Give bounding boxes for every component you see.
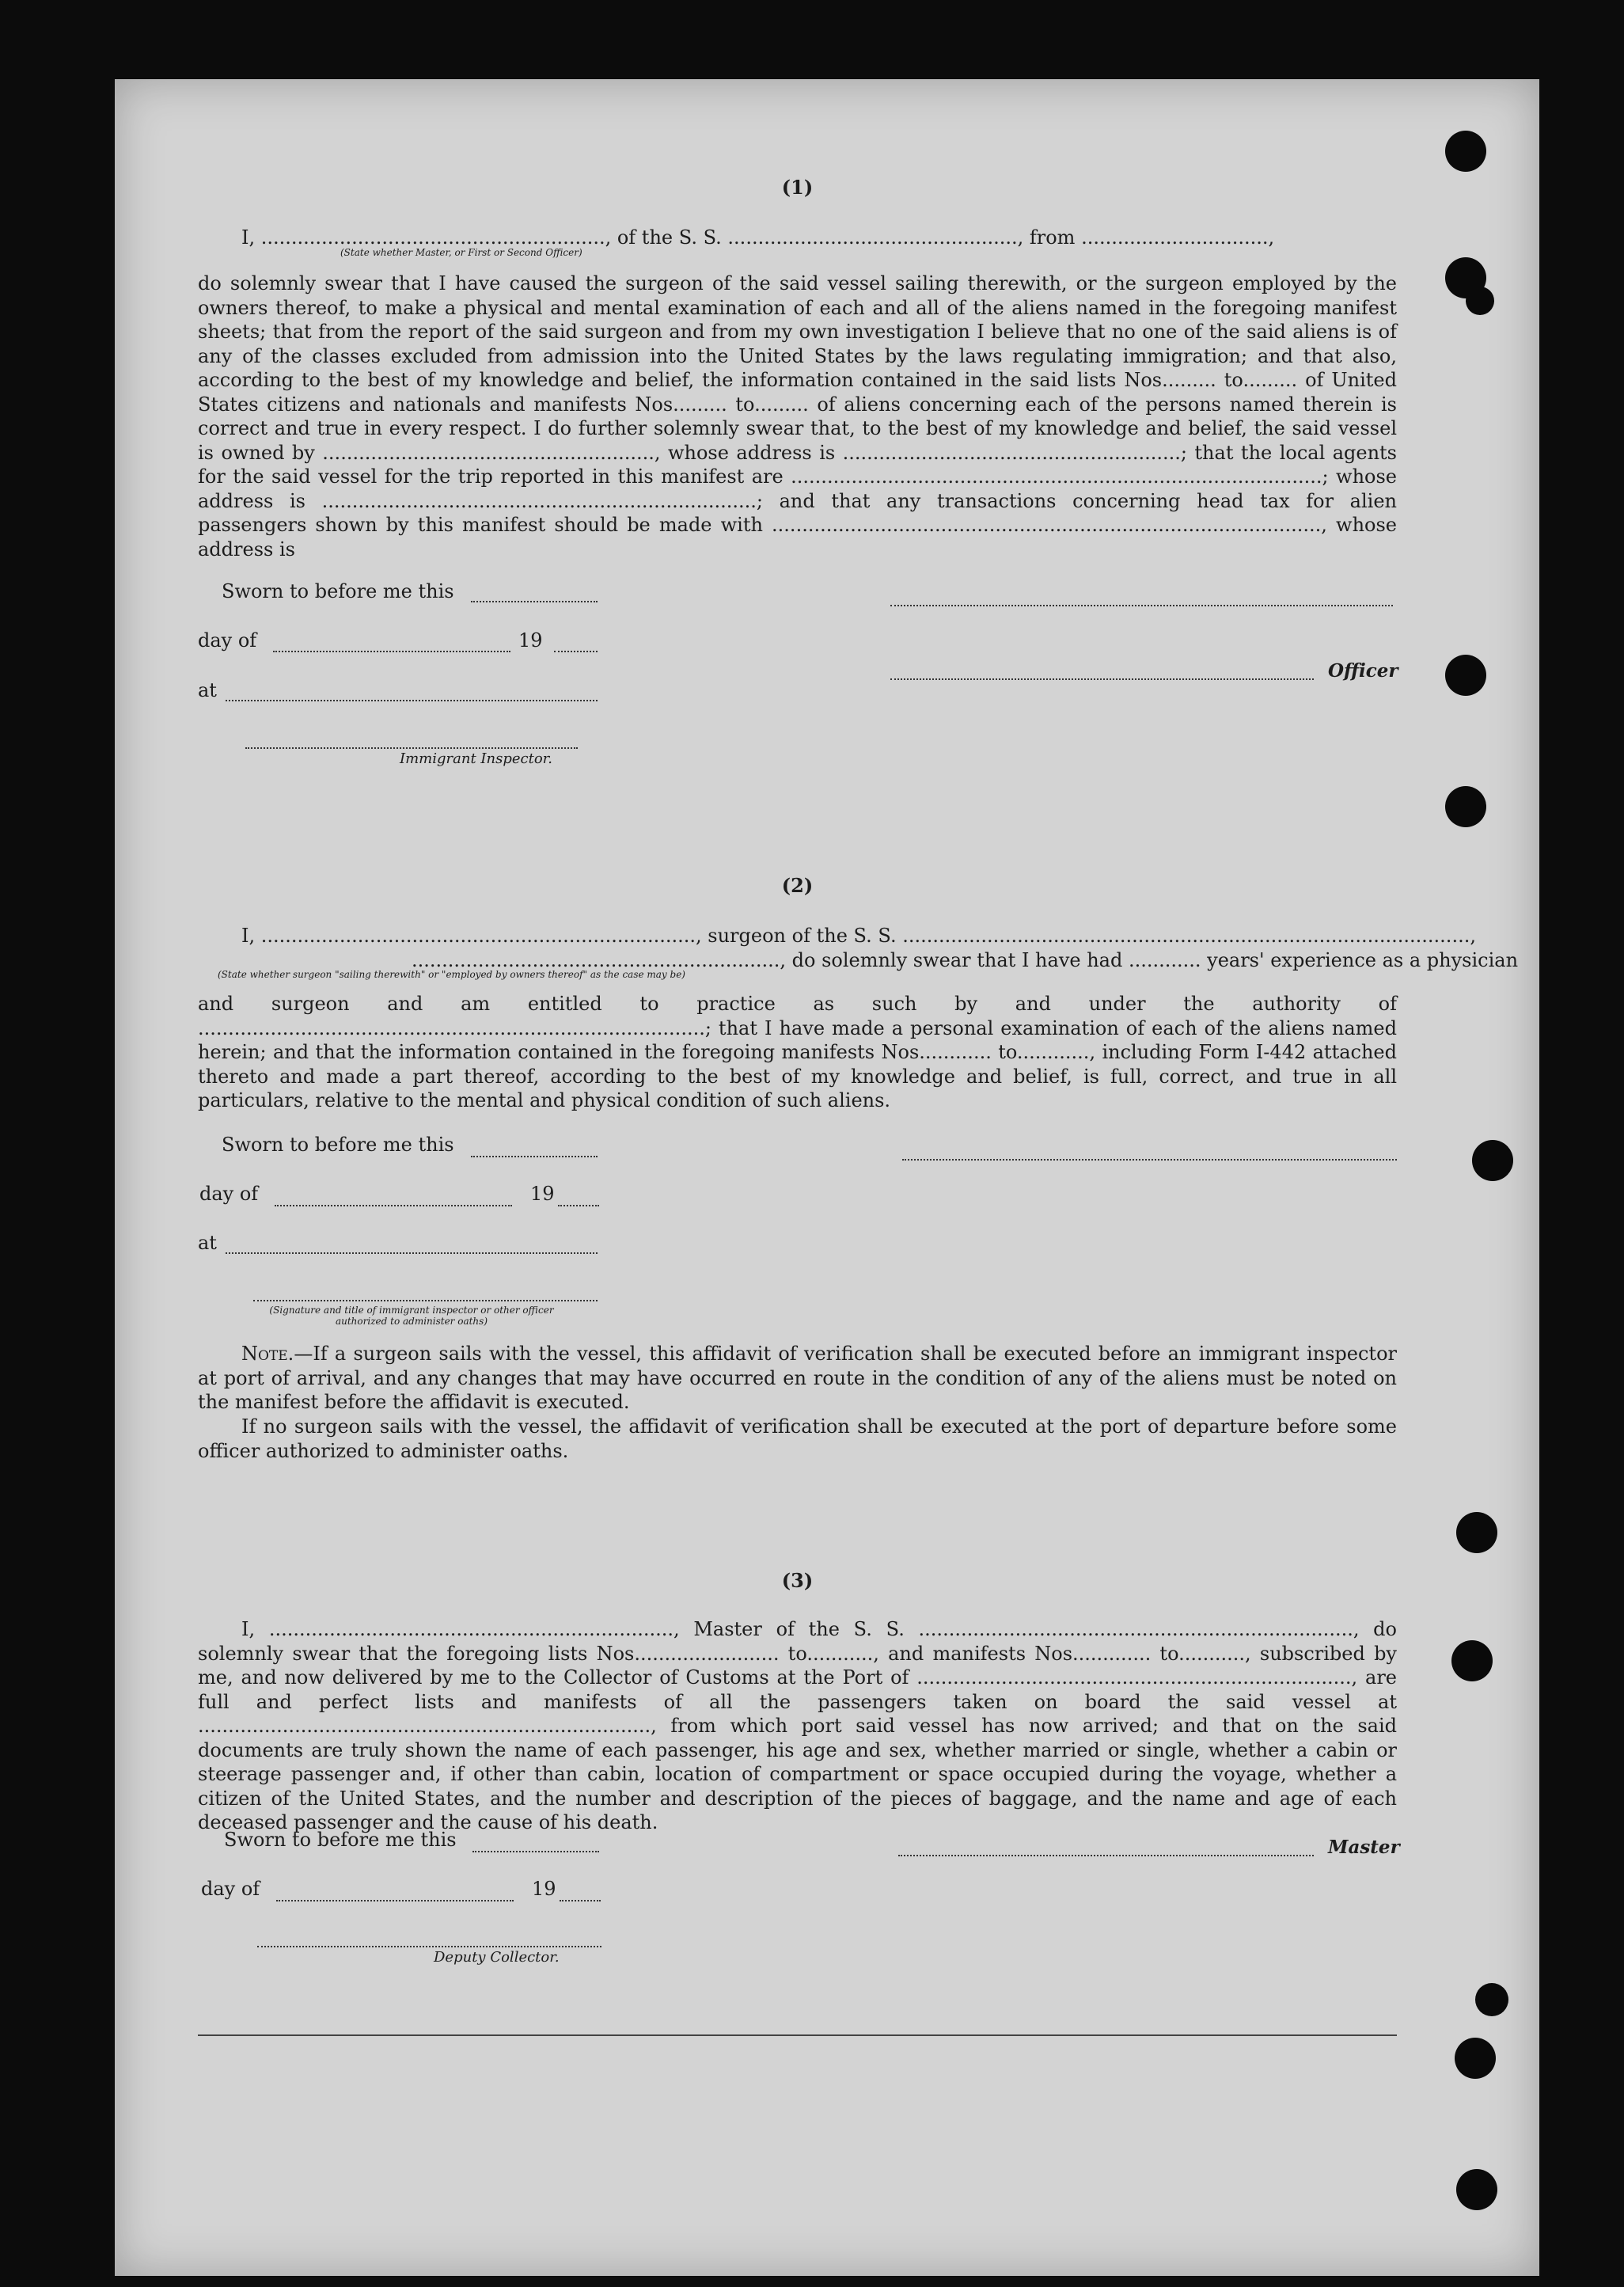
section-1-oath-text: do solemnly swear that I have caused the surgeon of the said vessel sailing therewith, or the surgeon employed by the owners thereof, to make a physical and mental examination of each and all of the aliens named in the foregoing manifest sheets; that from the report of the said surgeon and from my own investigation I believe that no one of the said aliens is of any of the classes excluded from admission into the United States by the laws regulating immigration; and that also, according to the best of my knowledge and belief, the information contained in the said lists Nos......... to......... of United States citizens and nationals and manifests Nos......... to......... of aliens concerning each of the persons named therein is correct and true in every respect. I do further solemnly swear that, to the best of my knowledge and belief, the said vessel is owned by ......................................................., whose address is ........................................................; that the local agents for the said vessel for the trip reported in this manifest are ........................................................................................; whose address is ........................................................................; and that any transactions concerning head tax for alien passengers shown by this manifest should be made with ..........................................................................................., whose address is	[198, 272, 1397, 560]
note-label: Note.	[241, 1343, 294, 1365]
note-paragraph	[198, 1342, 1397, 1415]
bottom-rule	[198, 2034, 1397, 2036]
place-line	[226, 698, 598, 701]
month-line	[273, 649, 510, 652]
day-of-label: day of	[199, 1183, 259, 1205]
signature-caption: (Signature and title of immigrant inspector or other officer authorized to administer oaths)	[269, 1305, 554, 1327]
note-text: —If a surgeon sails with the vessel, this affidavit of verification shall be executed before an immigrant inspector at port of arrival, and any changes that may have occurred en route in the condition of any of the aliens must be noted on the manifest before the affidavit is executed.	[198, 1343, 1397, 1413]
section-2-number: (2)	[781, 874, 814, 897]
at-label: at	[198, 679, 217, 701]
sworn-date-line	[472, 1849, 599, 1852]
officer-caption: Officer	[1328, 660, 1398, 682]
inspector-signature-line	[245, 746, 578, 749]
punch-hole	[1456, 2169, 1497, 2210]
section-1-first-line: I, ........................................................., of the S. S. ................................................, from ...............................,	[241, 226, 1275, 249]
punch-hole	[1445, 786, 1486, 827]
inspector-caption: Immigrant Inspector.	[400, 750, 553, 767]
day-of-label: day of	[201, 1878, 260, 1900]
year-label: 19	[518, 629, 543, 652]
collector-signature-line	[257, 1944, 601, 1947]
section-2-second-line: ............................................................., do solemnly swear that I have had ............ years' experience as a physician	[412, 949, 1519, 971]
officer-rank-note: (State whether Master, or First or Second Officer)	[340, 247, 582, 258]
punch-hole	[1451, 1640, 1493, 1681]
punch-hole	[1466, 287, 1494, 315]
year-line	[554, 649, 598, 652]
punch-hole	[1475, 1983, 1508, 2016]
officer-signature-line-top	[890, 603, 1393, 606]
surgeon-signature-line	[902, 1157, 1397, 1161]
punch-hole	[1445, 131, 1486, 172]
master-signature-line	[898, 1853, 1314, 1856]
section-3-number: (3)	[781, 1569, 814, 1592]
day-of-label: day of	[198, 629, 257, 652]
month-line	[276, 1898, 514, 1901]
officer-signature-line	[890, 677, 1314, 680]
inspector-signature-line	[253, 1298, 598, 1301]
punch-hole	[1455, 2038, 1496, 2079]
sworn-label: Sworn to before me this	[222, 580, 454, 602]
year-label: 19	[530, 1183, 555, 1205]
punch-hole	[1472, 1140, 1513, 1181]
section-2-oath-text: and surgeon and am entitled to practice as such by and under the authority of ....................................................................................; that I have made a personal examination of each of the aliens named herein; and that the information contained in the foregoing manifests Nos............ to............, including Form I-442 attached thereto and made a part thereof, according to the best of my knowledge and belief, is full, correct, and true in all particulars, relative to the mental and physical condition of such aliens.	[198, 993, 1397, 1111]
sworn-label: Sworn to before me this	[222, 1134, 454, 1156]
punch-hole	[1445, 655, 1486, 696]
section-1-number: (1)	[781, 176, 814, 199]
year-line	[560, 1898, 601, 1901]
master-caption: Master	[1328, 1837, 1400, 1858]
punch-hole	[1456, 1512, 1497, 1553]
section-3-oath-text: I, ..................................................................., Master of the S. S. ........................................................................, do solemnly swear that the foregoing lists Nos........................ to..........., and manifests Nos............. to..........., subscribed by me, and now delivered by me to the Collector of Customs at the Port of ........................................................................, are full and perfect lists and manifests of all the passengers taken on board the said vessel at ..........................................................................., from which port said vessel has now arrived; and that on the said documents are truly shown the name of each passenger, his age and sex, whether married or single, whether a cabin or steerage passenger and, if other than cabin, location of compartment or space occupied during the voyage, whether a citizen of the United States, and the number and description of the pieces of baggage, and the name and age of each deceased passenger and the cause of his death.	[198, 1618, 1397, 1833]
year-label: 19	[532, 1878, 556, 1900]
sworn-date-line	[471, 599, 598, 602]
collector-caption: Deputy Collector.	[434, 1949, 560, 1966]
year-line	[558, 1203, 599, 1206]
section-2-first-line: I, ........................................................................, surgeon of the S. S. ..............................................................................................,	[241, 925, 1476, 947]
at-label: at	[198, 1232, 217, 1254]
sworn-date-line	[471, 1154, 598, 1157]
sworn-label: Sworn to before me this	[224, 1829, 457, 1851]
surgeon-type-note: (State whether surgeon "sailing therewith" or "employed by owners thereof" as the case may be)	[218, 969, 685, 980]
place-line	[226, 1251, 598, 1254]
note-paragraph-2: If no surgeon sails with the vessel, the affidavit of verification shall be executed at the port of departure before some officer authorized to administer oaths.	[198, 1415, 1397, 1462]
month-line	[275, 1203, 512, 1206]
